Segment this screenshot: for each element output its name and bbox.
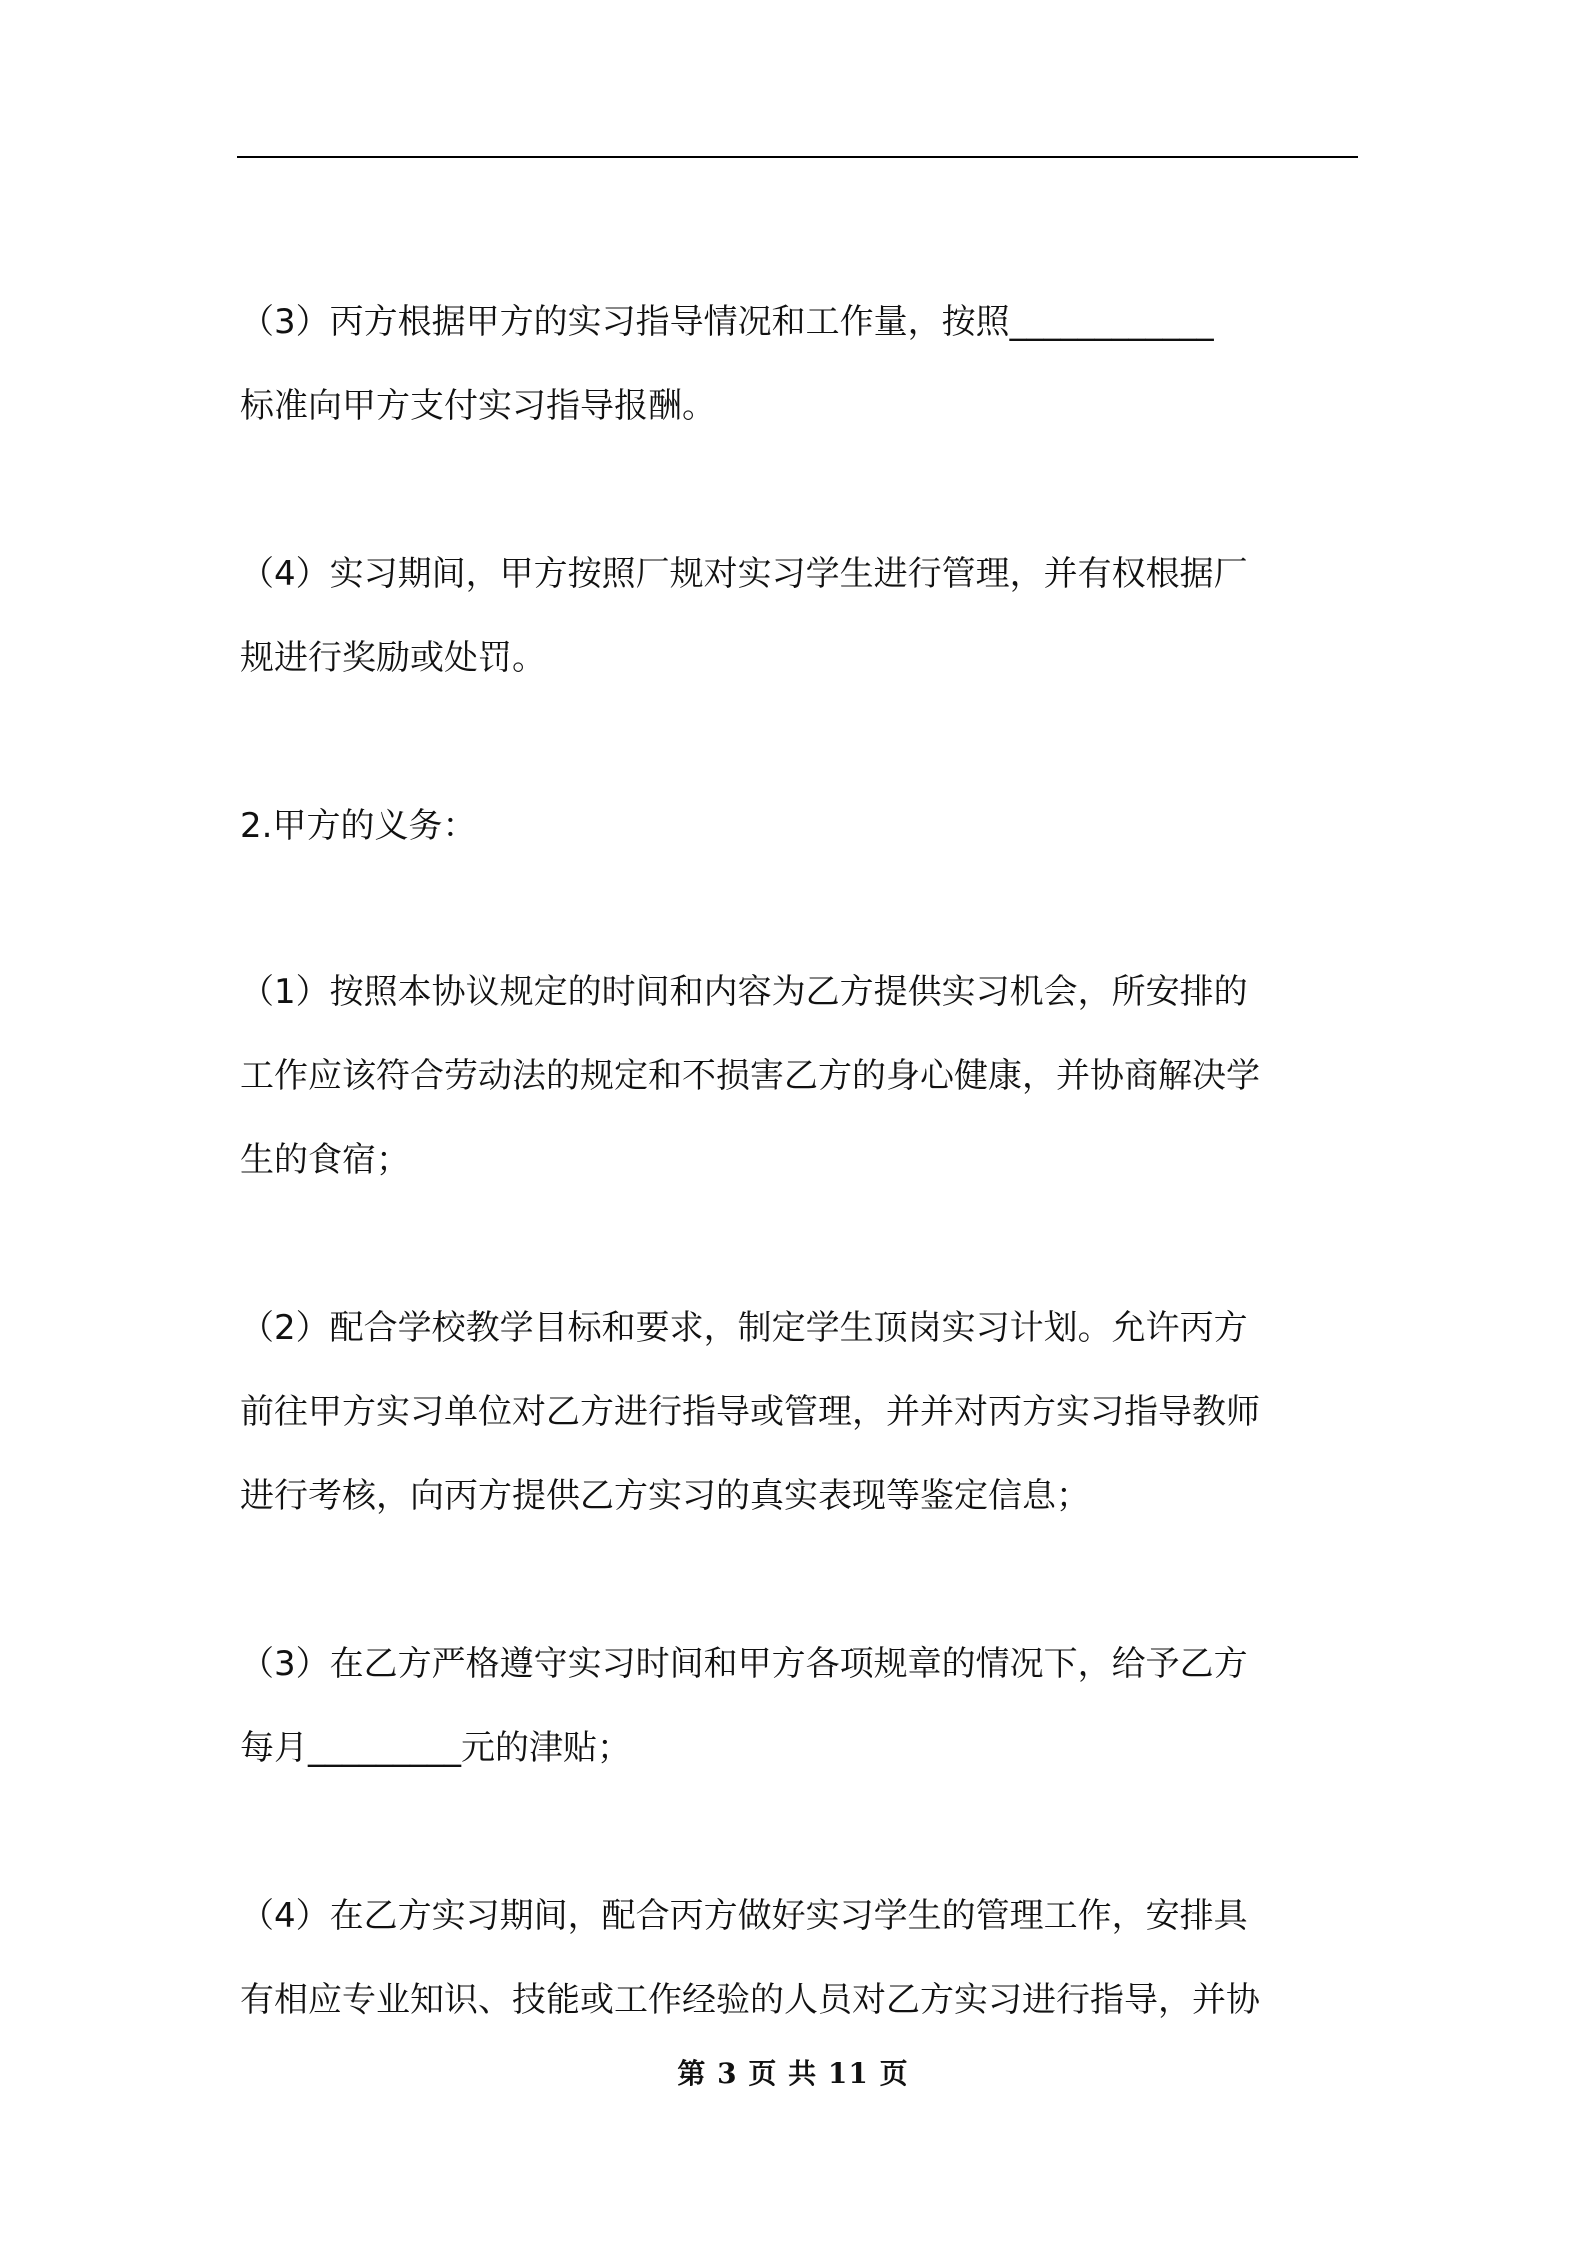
text-line: 前往甲方实习单位对乙方进行指导或管理，并并对丙方实习指导教师 — [240, 1392, 1260, 1432]
clause-4-management — [240, 532, 1355, 700]
document-body — [240, 280, 1355, 2126]
obligation-3 — [240, 1622, 1355, 1790]
clause-3-payment — [240, 280, 1355, 448]
text-line: （1）按照本协议规定的时间和内容为乙方提供实习机会，所安排的 — [240, 972, 1248, 1012]
text-line: 2.甲方的义务： — [240, 806, 477, 846]
text-line: （3）丙方根据甲方的实习指导情况和工作量，按照____________ — [240, 302, 1214, 342]
text-line: 每月_________元的津贴； — [240, 1728, 631, 1768]
obligation-4 — [240, 1874, 1355, 2042]
text-line: 有相应专业知识、技能或工作经验的人员对乙方实习进行指导，并协 — [240, 1980, 1260, 2020]
text-line: （3）在乙方严格遵守实习时间和甲方各项规章的情况下，给予乙方 — [240, 1644, 1248, 1684]
header-rule — [237, 156, 1358, 158]
text-line: 规进行奖励或处罚。 — [240, 638, 546, 678]
text-line: 生的食宿； — [240, 1140, 410, 1180]
obligation-1 — [240, 950, 1355, 1202]
text-line: （4）实习期间，甲方按照厂规对实习学生进行管理，并有权根据厂 — [240, 554, 1248, 594]
text-line: 进行考核，向丙方提供乙方实习的真实表现等鉴定信息； — [240, 1476, 1090, 1516]
text-line: 标准向甲方支付实习指导报酬。 — [240, 386, 716, 426]
text-line: 工作应该符合劳动法的规定和不损害乙方的身心健康，并协商解决学 — [240, 1056, 1260, 1096]
text-line: （2）配合学校教学目标和要求，制定学生顶岗实习计划。允许丙方 — [240, 1308, 1248, 1348]
page-number: 第 3 页 共 11 页 — [677, 2057, 909, 2090]
obligation-2 — [240, 1286, 1355, 1538]
text-line: （4）在乙方实习期间，配合丙方做好实习学生的管理工作，安排具 — [240, 1896, 1248, 1936]
section-heading-obligations — [240, 784, 1355, 868]
